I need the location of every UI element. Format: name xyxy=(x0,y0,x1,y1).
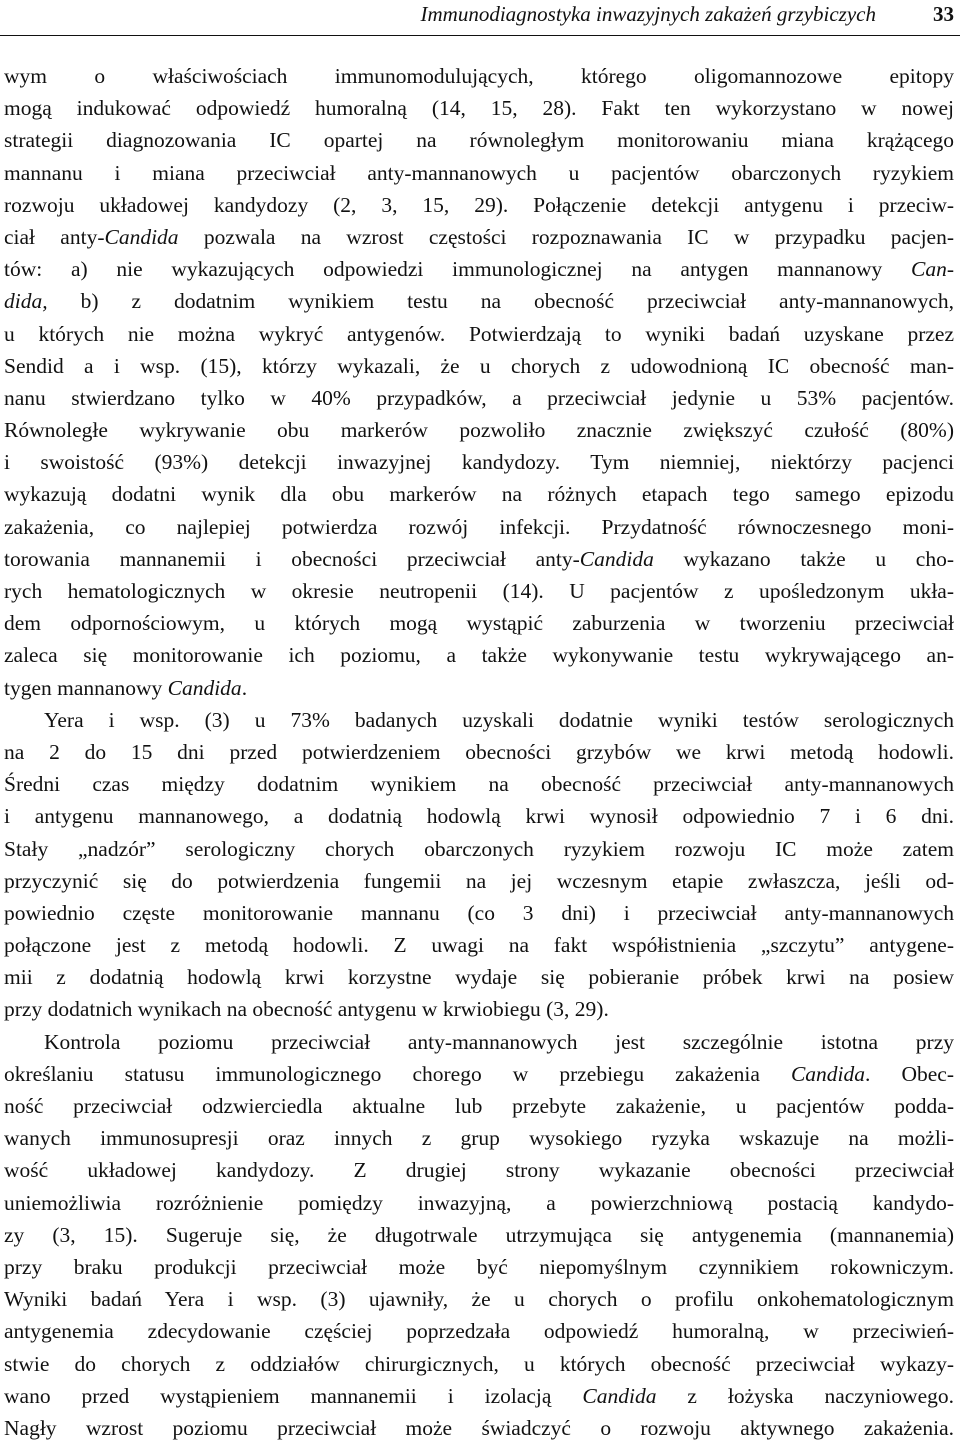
text-line: na 2 do 15 dni przed potwierdzeniem obecności grzybów we krwi metodą hodowli. xyxy=(4,739,954,764)
running-title: Immunodiagnostyka inwazyjnych zakażeń grzybiczych xyxy=(420,2,876,26)
text-line: stwie do chorych z oddziałów chirurgicznych, u których obecność przeciwciał wykazy- xyxy=(4,1351,954,1376)
text-line: torowania mannanemii i obecności przeciwciał anty-Candida wykazano także u cho- xyxy=(4,546,954,571)
text-line: wano przed wystąpieniem mannanemii i izolacją Candida z łożyska naczyniowego. xyxy=(4,1383,954,1408)
text-line: dem odpornościowym, u których mogą wystąpić zaburzenia w tworzeniu przeciwciał xyxy=(4,611,954,636)
text-line: rozwoju układowej kandydozy (2, 3, 15, 29). Połączenie detekcji antygenu i przeciw- xyxy=(4,192,954,217)
text-line: zy (3, 15). Sugeruje się, że długotrwale utrzymująca się antygenemia (mannanemia) xyxy=(4,1222,954,1247)
page-number: 33 xyxy=(933,2,954,26)
text-line: przy dodatnich wynikach na obecność antygenu w krwiobiegu (3, 29). xyxy=(4,997,609,1022)
text-line: przyczynić się do potwierdzenia fungemii na jej wczesnym etapie zwłaszcza, jeśli od- xyxy=(4,868,954,893)
text-line: Yera i wsp. (3) u 73% badanych uzyskali dodatnie wyniki testów serologicznych xyxy=(44,707,954,732)
text-line: nanu stwierdzano tylko w 40% przypadków, a przeciwciał jedynie u 53% pacjentów. xyxy=(4,385,954,410)
page-header xyxy=(0,0,960,36)
header-rule xyxy=(0,35,960,36)
body-text xyxy=(4,60,954,1444)
text-line: powiednio częste monitorowanie mannanu (co 3 dni) i przeciwciał anty-mannanowych xyxy=(4,900,954,925)
text-line: ność przeciwciał odzwierciedla aktualne lub przebyte zakażenie, u pacjentów podda- xyxy=(4,1094,954,1118)
text-line: rych hematologicznych w okresie neutropenii (14). U pacjentów z upośledzonym ukła- xyxy=(4,579,954,603)
text-line: dida, b) z dodatnim wynikiem testu na obecność przeciwciał anty-mannanowych, xyxy=(4,289,954,314)
text-line: strategii diagnozowania IC opartej na równoległym monitorowaniu miana krążącego xyxy=(4,128,954,153)
text-line: Sendid a i wsp. (15), którzy wykazali, że u chorych z udowodnioną IC obecność man- xyxy=(4,353,954,378)
text-line: zakażenia, co najlepiej potwierdza rozwój infekcji. Przydatność równoczesnego moni- xyxy=(4,514,954,539)
text-line: i antygenu mannanowego, a dodatnią hodowlą krwi wynosił odpowiednio 7 i 6 dni. xyxy=(4,804,954,829)
text-line: mogą indukować odpowiedź humoralną (14, 15, 28). Fakt ten wykorzystano w nowej xyxy=(4,96,954,121)
text-line: zaleca się monitorowanie ich poziomu, a także wykonywanie testu wykrywającego an- xyxy=(4,643,954,668)
text-line: mii z dodatnią hodowlą krwi korzystne wydaje się pobieranie próbek krwi na posiew xyxy=(4,965,954,990)
text-line: uniemożliwia rozróżnienie pomiędzy inwazyjną, a powierzchniową postacią kandydo- xyxy=(4,1190,954,1215)
text-line: mannanu i miana przeciwciał anty-mannanowych u pacjentów obarczonych ryzykiem xyxy=(4,160,954,185)
text-line: wykazują dodatni wynik dla obu markerów na różnych etapach tego samego epizodu xyxy=(4,482,954,507)
text-line: wość układowej kandydozy. Z drugiej strony wykazanie obecności przeciwciał xyxy=(4,1158,954,1183)
text-line: przy braku produkcji przeciwciał może być niepomyślnym czynnikiem rokowniczym. xyxy=(4,1254,954,1279)
text-line: tów: a) nie wykazujących odpowiedzi immunologicznej na antygen mannanowy Can- xyxy=(4,257,954,282)
text-line: Wyniki badań Yera i wsp. (3) ujawniły, że u chorych o profilu onkohematologicznym xyxy=(4,1287,954,1312)
text-line: tygen mannanowy Candida. xyxy=(4,675,248,700)
text-line: i swoistość (93%) detekcji inwazyjnej kandydozy. Tym niemniej, niektórzy pacjenci xyxy=(4,450,954,475)
text-line: Stały „nadzór” serologiczny chorych obarczonych ryzykiem rozwoju IC może zatem xyxy=(4,836,954,861)
text-line: Nagły wzrost poziomu przeciwciał może świadczyć o rozwoju aktywnego zakażenia. xyxy=(4,1415,954,1440)
text-line: ciał anty-Candida pozwala na wzrost częstości rozpoznawania IC w przypadku pacjen- xyxy=(4,224,954,249)
text-line: Średni czas między dodatnim wynikiem na obecność przeciwciał anty-mannanowych xyxy=(4,772,954,797)
text-line: połączone jest z metodą hodowli. Z uwagi na fakt współistnienia „szczytu” antygene- xyxy=(4,933,954,958)
text-line: Równoległe wykrywanie obu markerów pozwoliło znacznie zwiększyć czułość (80%) xyxy=(4,418,954,443)
text-line: określaniu statusu immunologicznego chorego w przebiegu zakażenia Candida. Obec- xyxy=(4,1061,954,1086)
text-line: Kontrola poziomu przeciwciał anty-mannanowych jest szczególnie istotna przy xyxy=(44,1029,954,1054)
text-line: antygenemia zdecydowanie częściej poprzedzała odpowiedź humoralną, w przeciwień- xyxy=(4,1319,954,1344)
text-line: wym o właściwościach immunomodulujących, którego oligomannozowe epitopy xyxy=(4,64,954,88)
text-line: wanych immunosupresji oraz innych z grup wysokiego ryzyka wskazuje na możli- xyxy=(4,1126,954,1151)
text-line: u których nie można wykryć antygenów. Potwierdzają to wyniki badań uzyskane przez xyxy=(4,321,954,346)
